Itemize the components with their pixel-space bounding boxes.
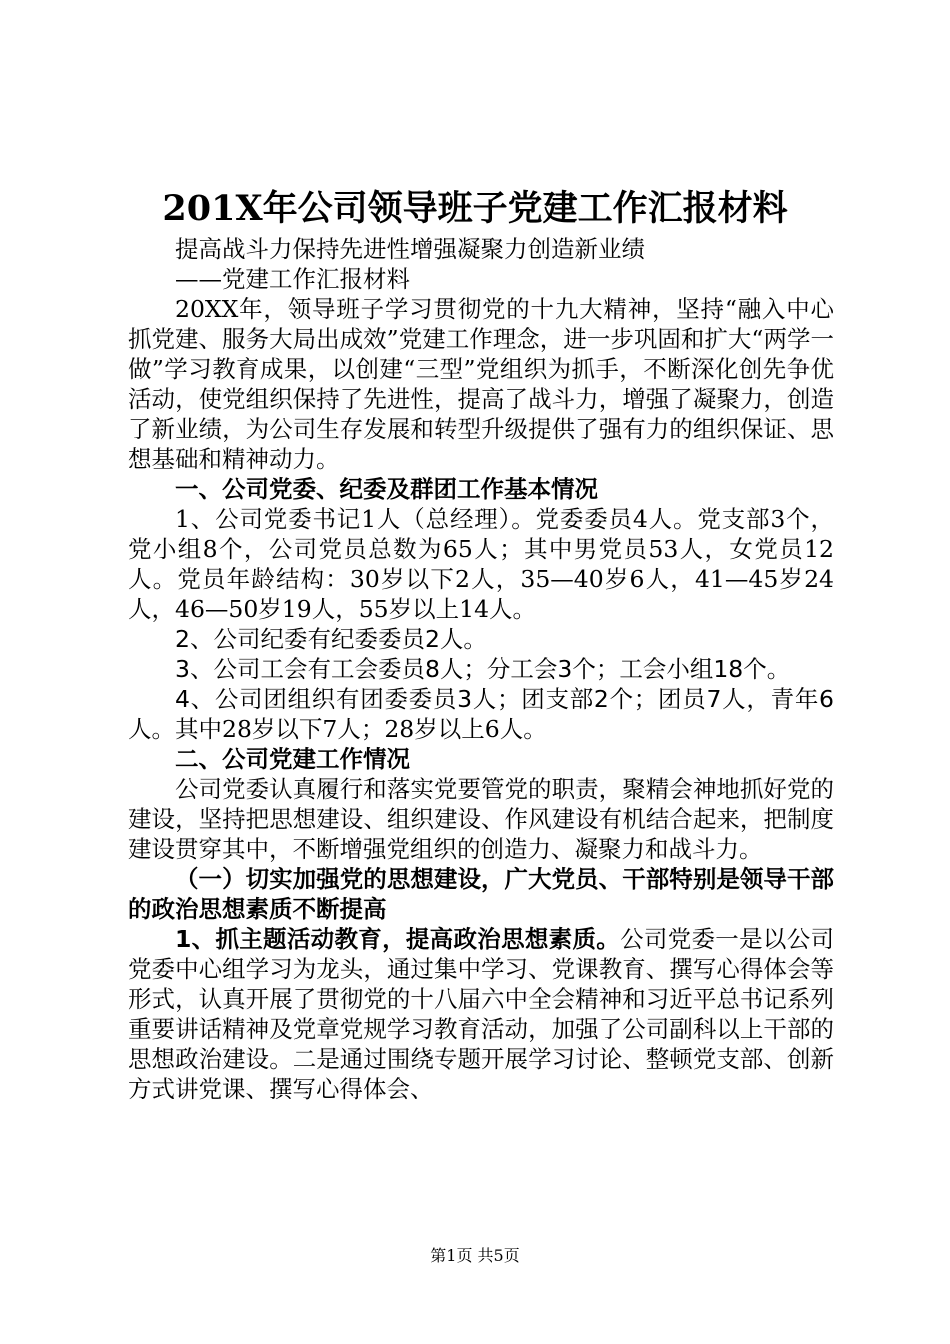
section-1-item-4 [128,684,834,744]
section-1-item-4-part-2: 其中28岁以下7人；28岁以上6人。 [175,715,547,743]
subsection-1-item-1-text: 公司党委一是以公司党委中心组学习为龙头，通过集中学习、党课教育、撰写心得体会等形式，认真开展了贯彻党的十八届六中全会精神和习近平总书记系列重要讲话精神及党章党规学习教育活动，加强了公司副科以上干部的思想政治建设。二是通过围绕专题开展学习讨论、整顿党支部、创新方式讲党课、撰写心得体会、 [128,925,835,1103]
section-1-item-2: 2、公司纪委有纪委委员2人。 [175,625,487,653]
intro-paragraph: 20XX年，领导班子学习贯彻党的十九大精神，坚持“融入中心抓党建、服务大局出成效”党建工作理念，进一步巩固和扩大“两学一做”学习教育成果，以创建“三型”党组织为抓手，不断深化创先争优活动，使党组织保持了先进性，提高了战斗力，增强了凝聚力，创造了新业绩，为公司生存发展和转型升级提供了强有力的组织保证、思想基础和精神动力。 [128,295,834,473]
section-1-heading: 一、公司党委、纪委及群团工作基本情况 [175,475,598,503]
section-1-item-4-part-1: 4、公司团组织有团委委员3人；团支部2个；团员7人，青年6人。 [128,685,834,743]
section-2-heading: 二、公司党建工作情况 [175,745,410,773]
section-1-item-3: 3、公司工会有工会委员8人；分工会3个；工会小组18个。 [175,655,791,683]
subsection-1-item-1-lead: 1、抓主题活动教育，提高政治思想素质。 [175,925,621,953]
subsection-1-item-1 [128,924,834,1104]
page-footer: 第1页 共5页 [430,1246,520,1265]
subsection-1-heading: （一）切实加强党的思想建设，广大党员、干部特别是领导干部的政治思想素质不断提高 [128,865,834,923]
document-title: 201X年公司领导班子党建工作汇报材料 [162,188,788,229]
document-body [128,234,834,1104]
section-2-paragraph: 公司党委认真履行和落实党要管党的职责，聚精会神地抓好党的建设，坚持把思想建设、组织建设、作风建设有机结合起来，把制度建设贯穿其中，不断增强党组织的创造力、凝聚力和战斗力。 [128,775,834,863]
subtitle-line-1: 提高战斗力保持先进性增强凝聚力创造新业绩 [175,235,645,263]
section-1-item-1: 1、公司党委书记1人（总经理）。党委委员4人。党支部3个，党小组8个，公司党员总数为65人；其中男党员53人，女党员12人。党员年龄结构：30岁以下2人，35—40岁6人，41—45岁24人，46—50岁19人，55岁以上14人。 [128,505,834,623]
subtitle-line-2: ——党建工作汇报材料 [175,265,410,293]
